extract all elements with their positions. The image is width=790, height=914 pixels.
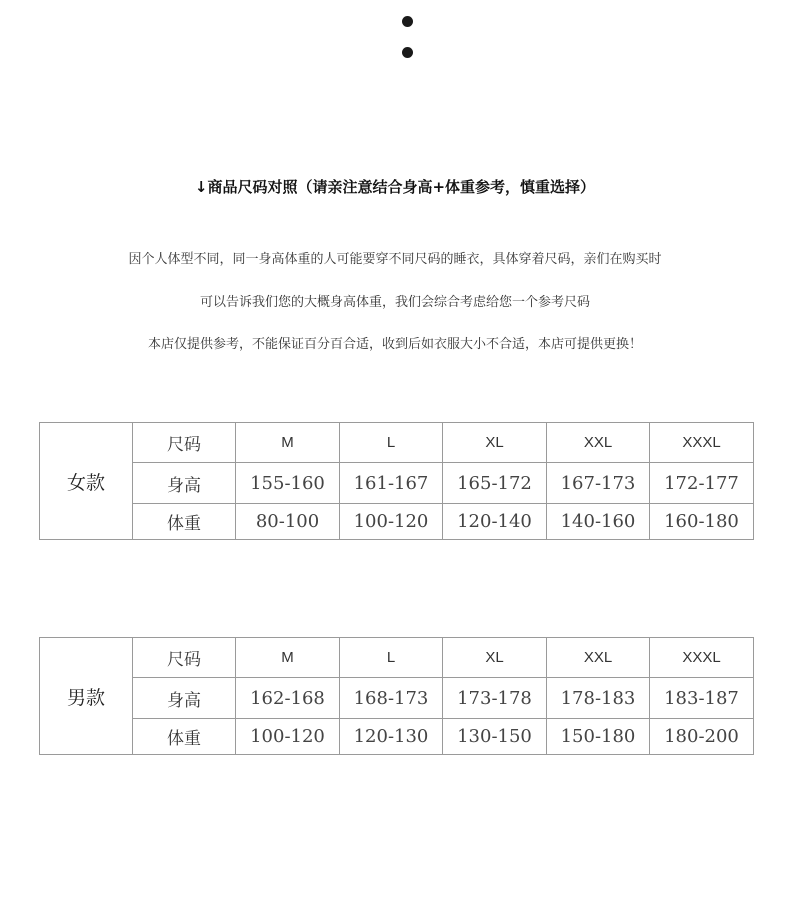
- weight-row-label: 体重: [133, 504, 236, 540]
- men-size-table: [39, 637, 754, 755]
- weight-cell: 100-120: [236, 719, 340, 755]
- category-label: 女款: [40, 423, 133, 540]
- weight-cell: 130-150: [443, 719, 547, 755]
- size-cell: XL: [443, 423, 547, 463]
- table-row-sizes: [40, 423, 754, 463]
- weight-cell: 160-180: [650, 504, 754, 540]
- size-row-label: 尺码: [133, 638, 236, 678]
- decorative-dot: [402, 16, 413, 27]
- weight-cell: 180-200: [650, 719, 754, 755]
- table-row-heights: [40, 678, 754, 719]
- description-line-1: 因个人体型不同，同一身高体重的人可能要穿不同尺码的睡衣，具体穿着尺码，亲们在购买时: [128, 252, 662, 267]
- weight-cell: 80-100: [236, 504, 340, 540]
- size-row-label: 尺码: [133, 423, 236, 463]
- height-cell: 155-160: [236, 463, 340, 504]
- size-cell: XXL: [547, 423, 650, 463]
- size-cell: M: [236, 423, 340, 463]
- height-cell: 178-183: [547, 678, 650, 719]
- description-line-3: 本店仅提供参考，不能保证百分百合适，收到后如衣服大小不合适，本店可提供更换！: [147, 337, 642, 352]
- height-cell: 168-173: [340, 678, 443, 719]
- weight-cell: 140-160: [547, 504, 650, 540]
- table-row-sizes: [40, 638, 754, 678]
- table-row-weights: [40, 719, 754, 755]
- category-label: 男款: [40, 638, 133, 755]
- table-row-weights: [40, 504, 754, 540]
- height-row-label: 身高: [133, 463, 236, 504]
- decorative-dot: [402, 47, 413, 58]
- height-cell: 165-172: [443, 463, 547, 504]
- height-cell: 172-177: [650, 463, 754, 504]
- height-cell: 162-168: [236, 678, 340, 719]
- weight-cell: 150-180: [547, 719, 650, 755]
- weight-cell: 120-130: [340, 719, 443, 755]
- size-cell: L: [340, 423, 443, 463]
- description-line-2: 可以告诉我们您的大概身高体重，我们会综合考虑给您一个参考尺码: [199, 295, 590, 310]
- height-cell: 183-187: [650, 678, 754, 719]
- height-cell: 161-167: [340, 463, 443, 504]
- weight-cell: 100-120: [340, 504, 443, 540]
- size-cell: XXL: [547, 638, 650, 678]
- table-row-heights: [40, 463, 754, 504]
- size-cell: XXXL: [650, 638, 754, 678]
- height-cell: 167-173: [547, 463, 650, 504]
- height-cell: 173-178: [443, 678, 547, 719]
- size-chart-title: ↓商品尺码对照（请亲注意结合身高+体重参考，慎重选择）: [194, 178, 596, 196]
- weight-cell: 120-140: [443, 504, 547, 540]
- women-size-table: [39, 422, 754, 540]
- weight-row-label: 体重: [133, 719, 236, 755]
- size-cell: XXXL: [650, 423, 754, 463]
- size-cell: L: [340, 638, 443, 678]
- size-cell: M: [236, 638, 340, 678]
- size-cell: XL: [443, 638, 547, 678]
- height-row-label: 身高: [133, 678, 236, 719]
